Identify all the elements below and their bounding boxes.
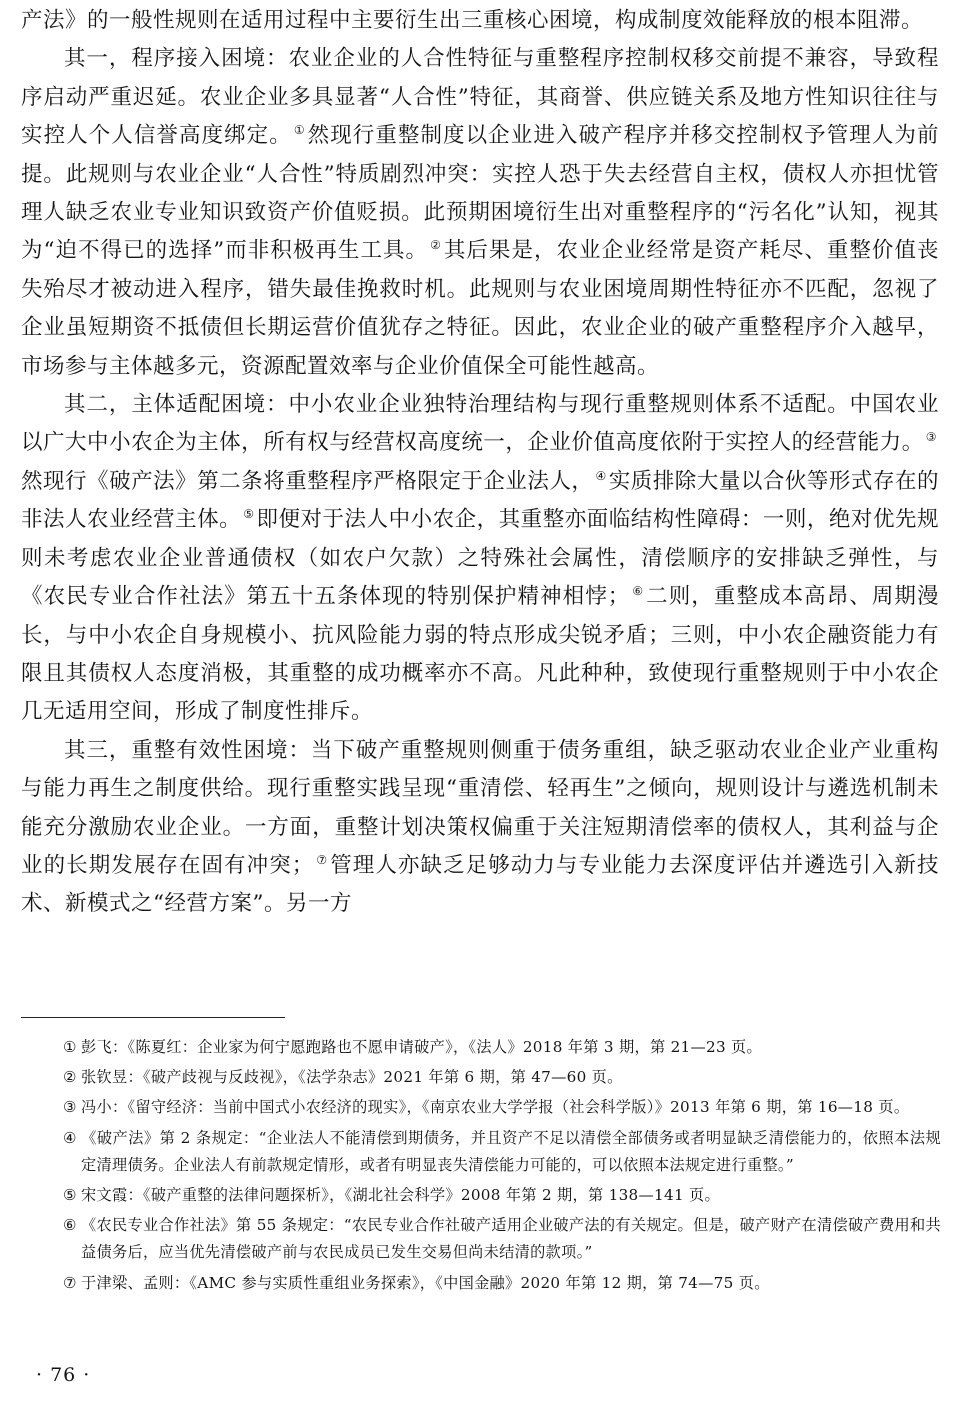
footnote-divider [21,1017,285,1018]
footnote-mark: ④ [63,1128,77,1147]
footnote-mark: ⑦ [63,1273,77,1292]
footnote-ref-3[interactable]: ③ [925,430,937,445]
footnote-text: 于津梁、孟则：《AMC 参与实质性重组业务探索》，《中国金融》2020 年第 12 期，第 74—75 页。 [81,1273,770,1292]
footnote-ref-1[interactable]: ① [293,123,306,138]
main-text [21,2,939,924]
paragraph-procedural-difficulty: 其一，程序接入困境：农业企业的人合性特征与重整程序控制权移交前提不兼容，导致程序启动严重迟延。农业企业多具显著“人合性”特征，其商誉、供应链关系及地方性知识往往与实控人个人信誉高度绑定。 ①然现行重整制度以企业进入破产程序并移交控制权予管理人为前提。此规则与农业企业“人合性”特质剧烈冲突：实控人恐于失去经营自主权，债权人亦担忧管理人缺乏农业专业知识致资产价值贬损。此预期困境衍生出对重整程序的“污名化”认知，视其为“迫不得已的选择”而非积极再生工具。 ②其后果是，农业企业经常是资产耗尽、重整价值丧失殆尽才被动进入程序，错失最佳挽救时机。此规则与农业困境周期性特征亦不匹配，忽视了企业虽短期资不抵债但长期运营价值犹存之特征。因此，农业企业的破产重整程序介入越早，市场参与主体越多元，资源配置效率与企业价值保全可能性越高。 [21,46,939,379]
footnote-text: 冯小：《留守经济：当前中国式小农经济的现实》，《南京农业大学学报（社会科学版）》2013 年第 6 期，第 16—18 页。 [81,1098,910,1117]
footnote-ref-4[interactable]: ④ [595,468,607,483]
footnote-7 [63,1270,941,1297]
footnote-ref-6[interactable]: ⑥ [631,584,645,599]
footnote-4 [63,1125,941,1179]
footnote-ref-2[interactable]: ② [430,238,442,253]
footnote-text: 张钦昱：《破产歧视与反歧视》，《法学杂志》2021 年第 6 期，第 47—60 页。 [81,1068,623,1087]
paragraph-effectiveness: 其三，重整有效性困境：当下破产重整规则侧重于债务重组，缺乏驱动农业企业产业重构与能力再生之制度供给。现行重整实践呈现“重清偿、轻再生”之倾向，规则设计与遴选机制未能充分激励农业企业。一方面，重整计划决策权偏重于关注短期清偿率的债权人，其利益与企业的长期发展存在固有冲突； ⑦管理人亦缺乏足够动力与专业能力去深度评估并遴选引入新技术、新模式之“经营方案”。另一方 [21,737,939,917]
footnote-5 [63,1182,941,1209]
footnote-text: 宋文霞：《破产重整的法律问题探析》，《湖北社会科学》2008 年第 2 期，第 138—141 页。 [81,1186,721,1205]
footnote-text: 《破产法》第 2 条规定：“企业法人不能清偿到期债务，并且资产不足以清偿全部债务或者明显缺乏清偿能力的，依照本法规定清理债务。企业法人有前款规定情形，或者有明显丧失清偿能力可能的，可以依照本法规定进行重整。” [81,1128,941,1174]
footnote-2 [63,1064,941,1091]
page-number: · 76 · [36,1364,91,1386]
footnote-ref-7[interactable]: ⑦ [315,852,329,867]
footnotes [63,1034,941,1300]
footnote-ref-5[interactable]: ⑤ [243,507,255,522]
footnote-1 [63,1034,941,1061]
paragraph-continued: 产法》的一般性规则在适用过程中主要衍生出三重核心困境，构成制度效能释放的根本阻滞。 [21,8,924,33]
footnote-text: 《农民专业合作社法》第 55 条规定：“农民专业合作社破产适用企业破产法的有关规定。但是，破产财产在清偿破产费用和共益债务后，应当优先清偿破产前与农民成员已发生交易但尚未结清的款项。” [81,1216,941,1262]
footnote-3 [63,1094,941,1121]
footnote-mark: ⑥ [63,1216,77,1235]
footnote-mark: ① [63,1038,77,1056]
footnote-mark: ⑤ [63,1186,77,1205]
footnote-mark: ③ [63,1098,77,1117]
footnote-text: 彭飞：《陈夏红：企业家为何宁愿跑路也不愿申请破产》，《法人》2018 年第 3 期，第 21—23 页。 [81,1038,763,1056]
paragraph-subject-adaptation: 其二，主体适配困境：中小农业企业独特治理结构与现行重整规则体系不适配。中国农业以广大中小农企为主体，所有权与经营权高度统一，企业价值高度依附于实控人的经营能力。 ③然现行《破产法》第二条将重整程序严格限定于企业法人， ④实质排除大量以合伙等形式存在的非法人农业经营主体。 ⑤即便对于法人中小农企，其重整亦面临结构性障碍：一则，绝对优先规则未考虑农业企业普通债权（如农户欠款）之特殊社会属性，清偿顺序的安排缺乏弹性，与《农民专业合作社法》第五十五条体现的特别保护精神相悖； ⑥二则，重整成本高昂、周期漫长，与中小农企自身规模小、抗风险能力弱的特点形成尖锐矛盾；三则，中小农企融资能力有限且其债权人态度消极，其重整的成功概率亦不高。凡此种种，致使现行重整规则于中小农企几无适用空间，形成了制度性排斥。 [21,392,939,725]
footnote-mark: ② [63,1068,77,1087]
footnote-6 [63,1212,941,1266]
